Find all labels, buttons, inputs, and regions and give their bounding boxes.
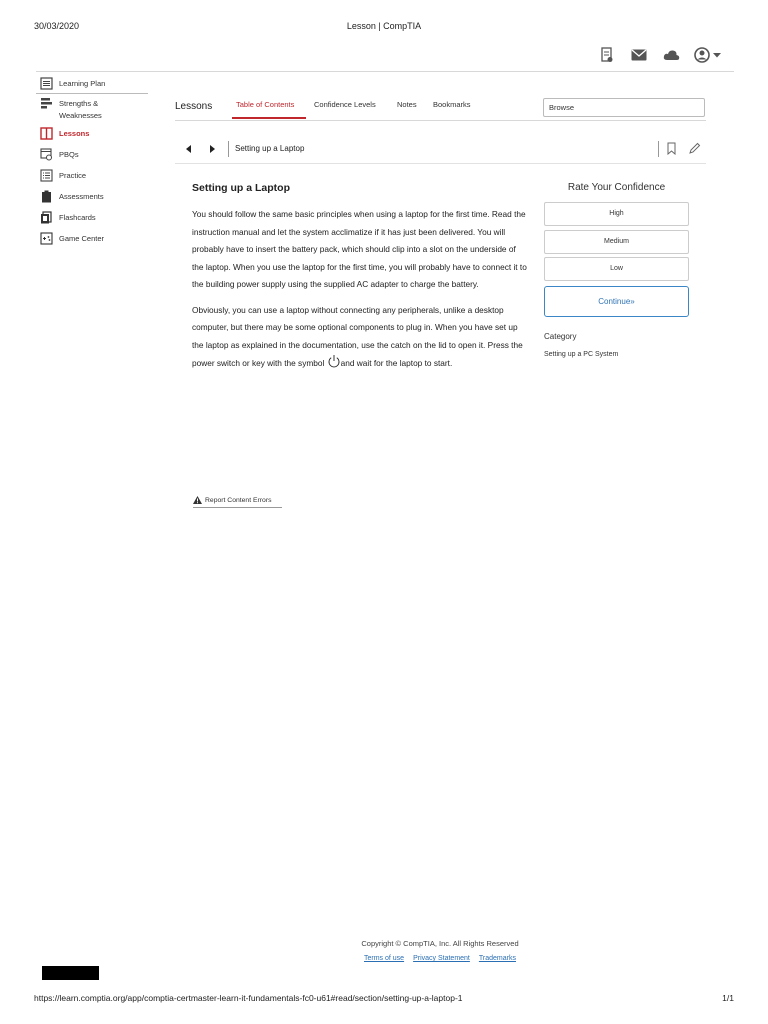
cloud-icon[interactable] <box>662 46 680 64</box>
previous-arrow-icon[interactable] <box>183 143 195 155</box>
pbq-icon <box>40 148 53 161</box>
sidebar-item-game-center[interactable] <box>36 229 148 250</box>
article-title: Setting up a Laptop <box>192 182 290 194</box>
top-icons <box>598 46 724 64</box>
sidebar-item-lessons[interactable] <box>36 124 148 145</box>
paragraph-text: Obviously, you can use a laptop without connecting any peripherals, unlike a desktop computer, but there may be some optional components to plug in. When you have set up the laptop as explained in the documentation, use the catch on the lid to open it. Press the power switch or key with the symbol <box>192 304 523 368</box>
assessment-icon <box>40 190 53 203</box>
sidebar <box>36 72 148 250</box>
section-title: Setting up a Laptop <box>235 144 305 153</box>
active-tab-indicator <box>232 117 306 119</box>
continue-button[interactable]: Continue» <box>544 286 689 317</box>
book-icon <box>40 127 53 140</box>
sidebar-item-label: Strengths & Weaknesses <box>59 99 102 120</box>
flashcards-icon <box>40 211 53 224</box>
article-paragraph-2 <box>192 302 528 373</box>
mail-icon[interactable] <box>630 46 648 64</box>
lessons-title: Lessons <box>175 101 213 112</box>
report-label: Report Content Errors <box>205 496 272 504</box>
copyright: Copyright © CompTIA, Inc. All Rights Reserved <box>361 939 519 948</box>
browse-select[interactable]: Browse <box>543 98 705 117</box>
tab-table-of-contents[interactable]: Table of Contents <box>236 100 295 109</box>
sidebar-item-label: PBQs <box>59 150 79 159</box>
strengths-icon <box>40 97 53 110</box>
redaction-box <box>42 966 99 980</box>
sidebar-item-label: Lessons <box>59 129 90 138</box>
confidence-title: Rate Your Confidence <box>567 182 666 193</box>
sidebar-item-flashcards[interactable] <box>36 208 148 229</box>
page-footer <box>300 939 580 962</box>
lesson-nav-bar <box>175 136 706 164</box>
sidebar-item-learning-plan[interactable] <box>36 72 148 94</box>
practice-icon <box>40 169 53 182</box>
pencil-icon[interactable] <box>688 142 701 155</box>
article-paragraph-1: You should follow the same basic principles when using a laptop for the first time. Read the instruction manual and let the system acclimatize if it has just been delivered. You will probably have to insert the battery pack, which should clip into a slot on the underside of the laptop. When you use the laptop for the first time, you will probably have to connect it to the building power supply using the supplied AC adapter to charge the battery. <box>192 209 527 289</box>
tab-notes[interactable]: Notes <box>397 100 417 109</box>
nav-separator <box>228 141 229 157</box>
game-icon <box>40 232 53 245</box>
tabs-divider <box>175 120 706 121</box>
notes-icon[interactable] <box>598 46 616 64</box>
print-title: Lesson | CompTIA <box>346 21 422 31</box>
report-content-errors-link[interactable] <box>193 496 282 508</box>
confidence-high-button[interactable]: High <box>544 202 689 226</box>
next-arrow-icon[interactable] <box>206 143 218 155</box>
lessons-tabs-row <box>175 96 705 120</box>
confidence-medium-button[interactable]: Medium <box>544 230 689 254</box>
paragraph-text: and wait for the laptop to start. <box>340 358 453 368</box>
confidence-low-button[interactable]: Low <box>544 257 689 281</box>
learning-plan-icon <box>40 77 53 90</box>
print-page-number: 1/1 <box>722 993 734 1003</box>
sidebar-item-label: Learning Plan <box>59 79 106 88</box>
sidebar-item-practice[interactable] <box>36 166 148 187</box>
print-url: https://learn.comptia.org/app/comptia-certmaster-learn-it-fundamentals-fc0-u61#read/section/setting-up-a-laptop-1 <box>34 993 463 1003</box>
confidence-panel <box>544 182 689 358</box>
sidebar-item-label: Assessments <box>59 192 104 201</box>
print-date: 30/03/2020 <box>34 21 80 31</box>
footer-links <box>300 955 580 962</box>
sidebar-item-label: Practice <box>59 171 87 180</box>
trademarks-link[interactable]: Trademarks <box>478 955 516 962</box>
power-symbol-icon <box>327 354 341 368</box>
sidebar-item-label: Game Center <box>59 234 105 243</box>
category-value: Setting up a PC System <box>544 351 619 358</box>
sidebar-item-label: Flashcards <box>59 213 96 222</box>
privacy-statement-link[interactable]: Privacy Statement <box>413 955 470 962</box>
nav-separator-right <box>658 141 659 157</box>
sidebar-item-strengths-weaknesses[interactable] <box>36 94 148 124</box>
user-icon[interactable] <box>694 46 724 64</box>
sidebar-item-assessments[interactable] <box>36 187 148 208</box>
lesson-article <box>192 182 528 381</box>
warning-icon <box>193 496 202 504</box>
sidebar-item-pbqs[interactable] <box>36 145 148 166</box>
print-header <box>0 0 768 40</box>
bookmark-icon[interactable] <box>666 142 677 155</box>
top-bar <box>36 44 734 72</box>
tab-confidence-levels[interactable]: Confidence Levels <box>314 100 376 109</box>
terms-of-use-link[interactable]: Terms of use <box>364 955 405 962</box>
tab-bookmarks[interactable]: Bookmarks <box>433 100 471 109</box>
category-label: Category <box>544 332 577 341</box>
